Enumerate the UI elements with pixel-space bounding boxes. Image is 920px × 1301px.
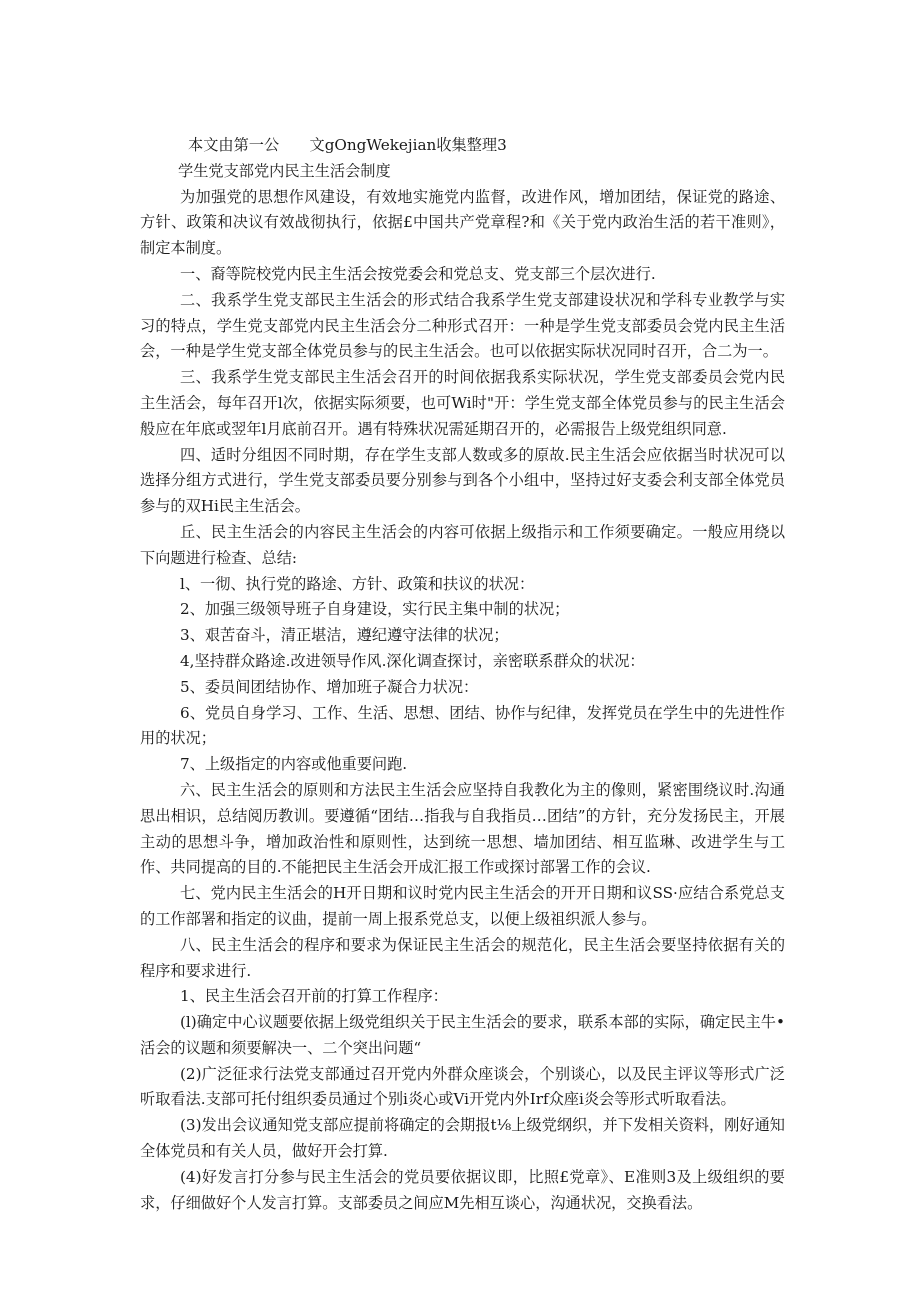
paragraph: 三、我系学生党支部民主生活会召开的时间依据我系实际状况，学生党支部委员会党内民主生活会，每年召开l次，依据实际须要，也可Wi时"开：学生党支部全体党员参与的民主生活会般应在年底或翌年l月底前召开。遇有特殊状况需延期召开的，必需报告上级党组织同意.: [140, 368, 785, 438]
paragraph: 1、民主生活会召开前的打算工作程序：: [180, 987, 448, 1006]
paragraph: 为加强党的思想作风建设，有效地实施党内监督，改进作风，增加团结，保证党的路途、方针、政策和决议有效战彻执行，依据£中国共产党章程?和《关于党内政治生活的若干准则》，制定本制度。: [140, 187, 785, 258]
list-item: 2、加强三级领导班子自身建设，实行民主集中制的状况；: [180, 600, 570, 619]
paragraph: 二、我系学生党支部民主生活会的形式结合我系学生党支部建设状况和学科专业教学与实习的特点，学生党支部党内民主生活会分二种形式召开：一种是学生党支部委员会党内民主生活会，一种是学生党支部全体党员参与的民主生活会。也可以依据实际状况同时召开，合二为一。: [140, 290, 785, 361]
list-item: 3、艰苦奋斗，清正堪洁，遵纪遵守法律的状况；: [180, 626, 509, 645]
paragraph: 六、民主生活会的原则和方法民主生活会应坚持自我教化为主的像则，紧密围绕议时.沟通思出相识，总结阅历教训。要遵循“团结…指我与自我指员…团结”的方针，充分发扬民主，开展主动的思想斗争，增加政治性和原则性，达到统一思想、墙加团结、相互监琳、改进学生与工作、共同提高的目的.不能把民主生活会开成汇报工作或探讨部署工作的会议.: [140, 780, 785, 877]
list-item: 6、党员自身学习、工作、生活、思想、团结、协作与纪律，发挥党员在学生中的先进性作用的状况；: [140, 703, 785, 748]
document-header: 本文由第一公 文gOngWekejian收集整理3: [188, 136, 507, 154]
paragraph: (2)广泛征求行法党支部通过召开党内外群众座谈会，个别谈心，以及民主评议等形式广泛听取看法.支部可托付组织委员通过个别i炎心或Vi开党内外Irf众座i炎会等形式听取看法。: [140, 1064, 785, 1109]
list-item: 7、上级指定的内容或他重要问跑.: [180, 755, 408, 774]
paragraph: 一、裔等院校党内民主生活会按党委会和党总支、党支部三个层次进行.: [180, 264, 656, 283]
paragraph: 八、民主生活会的程序和要求为保证民主生活会的规范化，民主生活会要坚持依据有关的程序和要求进行.: [140, 935, 785, 980]
paragraph: 四、适时分组因不同时期，存在学生支部人数或多的原故.民主生活会应依据当时状况可以选择分组方式进行，学生党支部委员要分别参与到各个小组中，坚持过好支委会利支部全体党员参与的双Hi民主生活会。: [140, 445, 785, 516]
list-item: l、一彻、执行党的路途、方针、政策和扶议的状况：: [180, 574, 535, 593]
paragraph: (4)好发言打分参与民主生活会的党员要依据议即，比照£党章》、E准则3及上级组织的要求，仔细做好个人发言打算。支部委员之间应M先相互谈心，沟通状况，交换看法。: [140, 1167, 785, 1212]
document-page: [140, 133, 785, 1216]
paragraph: (3)发出会议通知党支部应提前将确定的会期报t⅛上级党纲织，并下发相关资料，刚好通知全体党员和有关人员，做好开会打算.: [140, 1116, 785, 1161]
document-title: 学生党支部党内民主生活会制度: [178, 161, 391, 180]
paragraph: 七、党内民主生活会的H开日期和议时党内民主生活会的开开日期和议SS·应结合系党总支的工作部署和指定的议曲，提前一周上报系党总支，以便上级祖织派人参与。: [140, 884, 785, 928]
paragraph: 丘、民主生活会的内容民主生活会的内容可依据上级指示和工作须要确定。一般应用绕以下向题进行检查、总结:: [140, 522, 785, 567]
list-item: 5、委员间团结协作、增加班子凝合力状况：: [180, 677, 479, 696]
list-item: 4,坚持群众路途.改进领导作风.深化调查探讨，亲密联系群众的状况：: [180, 651, 645, 670]
paragraph: (l)确定中心议题要依据上级党组织关于民主生活会的要求，联系本部的实际，确定民主牛•活会的议题和须要解决一、二个突出问题“: [140, 1013, 785, 1057]
